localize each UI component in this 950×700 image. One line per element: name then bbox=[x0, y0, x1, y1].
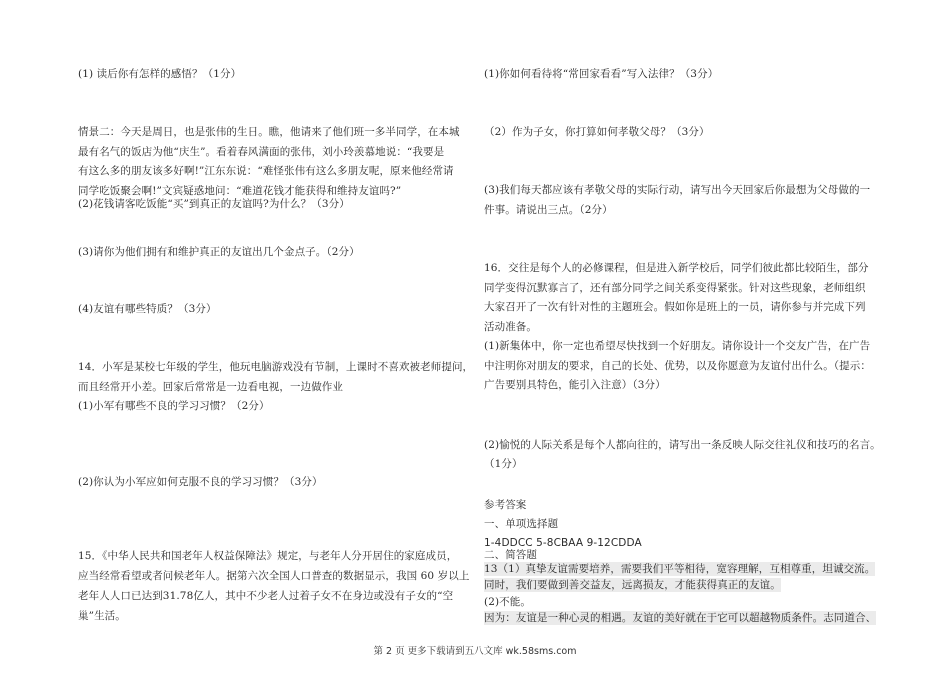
q16-stem-line-2: 同学变得沉默寡言了，还有部分同学之间关系变得紧张。针对这些现象，老师组织 bbox=[484, 282, 866, 294]
answer-13-1-line-2: 同时，我们要做到善交益友，远离损友，才能获得真正的友谊。 bbox=[484, 579, 781, 591]
scenario2-line-2: 最有名气的饭店为他“庆生”。看着春风满面的张伟，刘小玲羡慕地说：“我要是 bbox=[78, 146, 445, 158]
q16-1-line-2: 中注明你对朋友的要求，自己的长处、优势，以及你愿意为友谊付出什么。（提示： bbox=[484, 360, 871, 372]
scenario2-line-1: 情景二：今天是周日，也是张伟的生日。瞧，他请来了他们班一多半同学，在本城 bbox=[78, 126, 460, 138]
section1-heading: 一、单项选择题 bbox=[484, 518, 559, 530]
q16-2-line-2: （1分） bbox=[484, 458, 523, 470]
q15-stem-line-3: 老年人人口已达到31.78亿人，其中不少老人过着子女不在身边或没有子女的“空 bbox=[78, 590, 454, 602]
answer-13-2: (2)不能。 bbox=[484, 596, 531, 608]
q16-stem-line-4: 活动准备。 bbox=[484, 321, 537, 333]
q14-2-question: (2)你认为小军应如何克服不良的学习习惯？（3分） bbox=[78, 476, 323, 488]
q16-2-line-1: (2)愉悦的人际关系是每个人都向往的，请写出一条反映人际交往礼仪和技巧的名言。 bbox=[484, 439, 881, 451]
scenario2-line-4: 同学吃饭聚会啊!”文宾疑惑地问：“难道花钱才能获得和维持友谊吗?” bbox=[78, 185, 402, 197]
page-footer: 第 2 页 更多下载请到五八文库 wk.58sms.com bbox=[373, 646, 577, 657]
q15-stem-line-4: 巢”生活。 bbox=[78, 610, 126, 622]
section2-heading: 二、简答题 bbox=[484, 549, 537, 561]
q15-2-question: （2）作为子女，你打算如何孝敬父母？（3分） bbox=[484, 126, 710, 138]
choice-answers: 1-4DDCC 5-8CBAA 9-12CDDA bbox=[484, 537, 642, 549]
q16-1-line-3: 广告要别具特色，能引入注意）（3分） bbox=[484, 379, 666, 391]
answer-13-3: 因为：友谊是一种心灵的相遇。友谊的美好就在于它可以超越物质条件。志同道合、 bbox=[484, 612, 877, 624]
q15-3-line-1: (3)我们每天都应该有孝敬父母的实际行动，请写出今天回家后你最想为父母做的一 bbox=[484, 184, 871, 196]
q15-stem-line-2: 应当经常看望或者问候老年人。据第六次全国人口普查的数据显示，我国 60 岁以上 bbox=[78, 570, 470, 582]
q16-stem-line-1: 16．交往是每个人的必修课程，但是进入新学校后，同学们彼此都比较陌生，部分 bbox=[484, 262, 869, 274]
scenario2-line-3: 有这么多的朋友该多好啊!”江东东说：“难怪张伟有这么多朋友呢，原来他经常请 bbox=[78, 165, 454, 177]
q16-1-line-1: (1)新集体中，你一定也希望尽快找到一个好朋友。请你设计一个交友广告，在广告 bbox=[484, 340, 871, 352]
q16-stem-line-3: 大家召开了一次有针对性的主题班会。假如你是班上的一员，请你参与并完成下列 bbox=[484, 301, 866, 313]
q13-2-question: (2)花钱请客吃饭能“买”到真正的友谊吗?为什么？（3分） bbox=[78, 198, 350, 210]
q13-3-question: (3)请你为他们拥有和维护真正的友谊出几个金点子。（2分） bbox=[78, 246, 360, 258]
q13-4-question: (4)友谊有哪些特质？（3分） bbox=[78, 303, 217, 315]
q15-1-question: (1)你如何看待将“常回家看看”写入法律？（3分） bbox=[484, 68, 719, 80]
answer-13-1-line-1: 13（1）真挚友谊需要培养，需要我们平等相待，宽容理解，互相尊重，坦诚交流。 bbox=[484, 563, 876, 575]
q15-3-line-2: 件事。请说出三点。（2分） bbox=[484, 204, 613, 216]
q13-reflection-question: (1) 读后你有怎样的感悟？（1分） bbox=[78, 68, 242, 80]
q14-stem-line-2: 而且经常开小差。回家后常常是一边看电视，一边做作业 bbox=[78, 381, 343, 393]
q14-stem-line-1: 14．小军是某校七年级的学生，他玩电脑游戏没有节制，上课时不喜欢被老师提问， bbox=[78, 361, 474, 373]
q15-stem-line-1: 15．《中华人民共和国老年人权益保障法》规定，与老年人分开居住的家庭成员， bbox=[78, 550, 458, 562]
answers-title: 参考答案 bbox=[484, 499, 527, 511]
q14-1-question: (1)小军有哪些不良的学习习惯？（2分） bbox=[78, 400, 270, 412]
